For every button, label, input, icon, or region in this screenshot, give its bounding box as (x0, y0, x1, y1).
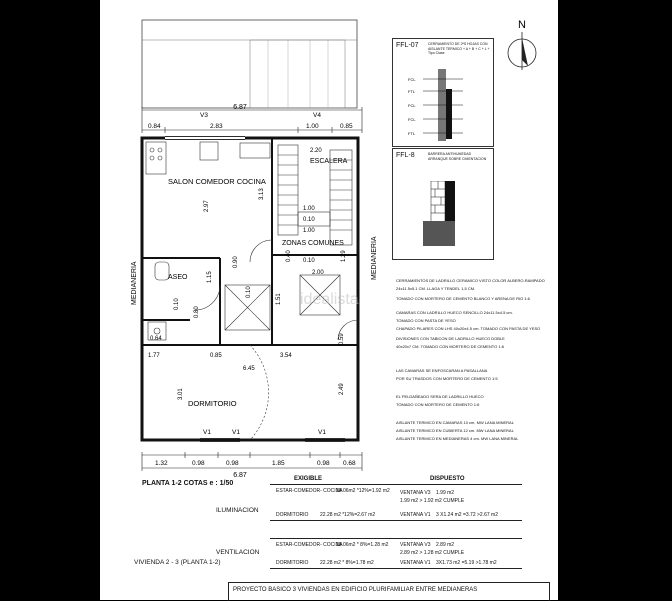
dim-010d: 0.10 (174, 298, 180, 310)
dim-100a: 1.00 (303, 206, 315, 212)
dim-overall-top: 6.87 (233, 104, 247, 111)
vent-row1-room: ESTAR-COMEDOR- COCINA (276, 542, 343, 548)
dim-010a: 0.10 (303, 217, 315, 223)
dim-bottom-4: 1.85 (272, 460, 285, 467)
vivienda-label: VIVIENDA 2 - 3 (PLANTA 1-2) (134, 559, 221, 566)
dim-bottom-5: 0.98 (317, 460, 330, 467)
project-title: PROYECTO BASICO 3 VIVIENDAS EN EDIFICIO PLURIFAMILIAR ENTRE MEDIANERAS (233, 587, 478, 593)
ilum-row1-val: 1.99 m2 (436, 490, 455, 496)
north-arrow-icon (500, 18, 544, 74)
dim-115: 1.15 (207, 271, 213, 283)
drawing-sheet (100, 0, 558, 600)
dim-645: 6.45 (243, 366, 255, 372)
dim-354: 3.54 (280, 353, 292, 359)
watermark: idealista (300, 291, 359, 308)
dim-151: 1.51 (276, 293, 282, 305)
lighting-ventilation-table (100, 474, 558, 584)
col-dispuesto: DISPUESTO (430, 476, 465, 482)
detail-ffl07 (392, 38, 494, 147)
specs-block (392, 272, 552, 452)
vent-row2-req: 22.28 m2 * 8%=1.78 m2 (320, 560, 374, 566)
vent-row1-val: 2.89 m2 (436, 542, 455, 548)
spec-line-7: DIVISIONES CON TABICON DE LADRILLO HUECO DOBLE (396, 336, 505, 341)
window-v1-a: V1 (203, 429, 211, 436)
ilum-row1-room: ESTAR-COMEDOR- COCINA (276, 488, 343, 494)
dim-129: 1.29 (341, 250, 347, 262)
dim-040: 0.40 (286, 250, 292, 262)
ffl07-level-3: FCL (408, 103, 416, 108)
spec-line-1: CERRAMIENTOS DE LADRILLO CERAMICO VISTO COLOR ALBERO-RAMPADO (396, 278, 545, 283)
dim-220: 2.20 (310, 148, 322, 154)
dim-010b: 0.10 (303, 258, 315, 264)
dim-200: 2.00 (312, 270, 324, 276)
floor-plan (100, 0, 390, 490)
north-label: N (518, 19, 526, 31)
dim-301: 3.01 (178, 388, 184, 400)
detail-ffl07-title: FFL-07 (396, 42, 419, 49)
spec-line-6: CHAPADO PILARES CON LHS 40x20x4.5 cm. TOMADO CON PASTA DE YESO (396, 326, 541, 331)
medianeria-right: MEDIANERIA (371, 236, 378, 280)
room-escalera: ESCALERA (310, 158, 348, 165)
room-dormitorio: DORMITORIO (188, 399, 237, 408)
dim-010c: 0.10 (246, 286, 252, 298)
spec-line-9: LAS CAMARAS SE ENFOSCARAN A PASALLANA (396, 368, 488, 373)
ffl07-level-1: FCL (408, 77, 416, 82)
spec-line-3: TOMADO CON MORTERO DE CEMENTO BLANCO Y ARENA DE RIO 1:6 (396, 296, 530, 301)
dim-top-4: 0.85 (340, 123, 353, 130)
project-title-box (228, 582, 550, 601)
spec-line-11: EL PELDAÑEADO SERA DE LADRILLO HUECO (396, 394, 484, 399)
dim-top-2: 2.83 (210, 123, 223, 130)
spec-line-12: TOMADO CON MORTERO DE CEMENTO 1:6 (396, 402, 480, 407)
spec-line-14: AISLANTE TERMICO EN CUBIERTA 12 cm. MW LANA MINERAL (396, 428, 514, 433)
ilum-row2-req: 22.28 m2 *12%=2.67 m2 (320, 512, 376, 518)
spec-line-2: 24x11.5x5.1 CM. LLAGA Y TENDEL 1,5 CM. (396, 286, 476, 291)
dim-313: 3.13 (259, 188, 265, 200)
vent-row1-check: 2.89 m2 > 1.28 m2 CUMPLE (400, 550, 465, 556)
ilum-row2-val: 3 X1.24 m2 =3.72 >2.67 m2 (436, 512, 498, 518)
dim-100b: 1.00 (303, 228, 315, 234)
ffl07-level-4: FCL (408, 117, 416, 122)
vent-label: VENTILACION (216, 549, 260, 556)
dim-top-1: 0.84 (148, 123, 161, 130)
dim-177: 1.77 (148, 353, 160, 359)
vent-row1-req: 18.06m2 * 8%=1.28 m2 (336, 542, 389, 548)
detail-ffl8-note: BARRERA ANTIHUMEDAD ARRANQUE SOBRE CIMENTACION (428, 152, 487, 161)
dim-bottom-2: 0.98 (192, 460, 205, 467)
room-aseo: ASEO (168, 274, 188, 281)
window-v3-label: V3 (200, 112, 208, 119)
dim-085: 0.85 (210, 353, 222, 359)
ilum-row1-check: 1.99 m2 > 1.92 m2 CUMPLE (400, 498, 465, 504)
vent-row2-room: DORMITORIO (276, 560, 309, 566)
dim-bottom-6: 0.68 (343, 460, 356, 467)
dim-297: 2.97 (204, 200, 210, 212)
ffl07-level-5: FTL (408, 131, 416, 136)
vent-row2-win: VENTANA V1 (400, 560, 431, 566)
ilum-row1-win: VENTANA V3 (400, 490, 431, 496)
detail-ffl8-section (413, 181, 473, 251)
detail-ffl07-section (403, 69, 483, 141)
ffl07-level-2: FTL (408, 89, 416, 94)
vent-row2-val: 3X1.73 m2 =5.19 >1.78 m2 (436, 560, 497, 566)
room-zonas-comunes: ZONAS COMUNES (282, 240, 344, 247)
spec-line-13: AISLANTE TERMICO EN CAMARAS 10 cm. MW LANA MINERAL (396, 420, 514, 425)
ilum-row1-req: 18.06m2 *12%=1.92 m2 (336, 488, 390, 494)
ilum-row2-win: VENTANA V1 (400, 512, 431, 518)
spec-line-10: POR SU TRASDOS CON MORTERO DE CEMENTO 1:5 (396, 376, 498, 381)
ilum-row2-room: DORMITORIO (276, 512, 309, 518)
spec-line-15: AISLANTE TERMICO EN MEDIANERAS 4 cm. MW LANA MINERAL (396, 436, 519, 441)
vent-row1-win: VENTANA V3 (400, 542, 431, 548)
dim-064: 0.64 (150, 336, 162, 342)
dim-top-3: 1.00 (306, 123, 319, 130)
dim-080: 0.80 (194, 306, 200, 318)
col-exigible: EXIGIBLE (294, 476, 323, 482)
window-v1-b: V1 (232, 429, 240, 436)
plan-title: PLANTA 1-2 COTAS e : 1/50 (142, 480, 234, 487)
spec-line-4: CAMARAS CON LADRILLO HUECO SENCILLO 24x11.5x4.5 cm. (396, 310, 513, 315)
spec-line-5: TOMADO CON PASTA DE YESO (396, 318, 456, 323)
dim-bottom-3: 0.98 (226, 460, 239, 467)
dim-bottom-1: 1.32 (155, 460, 168, 467)
spec-line-8: 40x20x7 CM. TOMADO CON MORTERO DE CEMENTO 1:6 (396, 344, 504, 349)
dim-059: 0.59 (339, 333, 345, 345)
window-v1-c: V1 (318, 429, 326, 436)
detail-ffl8-title: FFL-8 (396, 152, 415, 159)
medianeria-left: MEDIANERIA (131, 261, 138, 305)
dim-090: 0.90 (233, 256, 239, 268)
room-salon: SALON COMEDOR COCINA (168, 177, 266, 186)
detail-ffl07-note: CERRAMIENTO DE 2ªS HOJAS CON AISLANTE TERMICO + A + B + C + L + Tipo Clase (428, 42, 490, 55)
window-v4-label: V4 (313, 112, 321, 119)
dim-overall-bottom: 6.87 (233, 472, 247, 479)
dim-249: 2.49 (339, 383, 345, 395)
ilum-label: ILUMINACION (216, 507, 259, 514)
detail-ffl8 (392, 148, 494, 260)
